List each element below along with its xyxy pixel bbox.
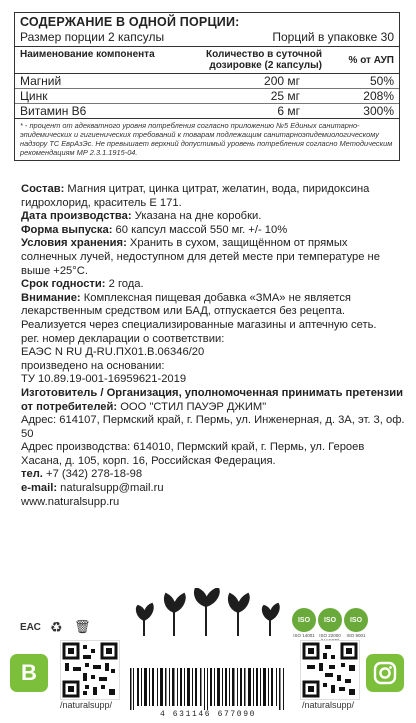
reg-line-3: произведено на основании: xyxy=(21,359,165,372)
row-percent: 50% xyxy=(369,74,394,88)
facts-footnote: * - процент от адекватного уровня потребления согласно приложению №5 Единых санитарно-эпидемических и гигиенических требований к товарам подлежащим санитарноэпидемиологическому надзору ТС ЕврАзЭс. Не превышает верхний допустимый уровень потребления согласно Методическим рекомендациям МР 2.3.1.1915-04. xyxy=(15,118,399,160)
facts-row xyxy=(15,104,399,118)
header-component: Наименование компонента xyxy=(20,49,155,60)
header-amount: Количество в суточной дозировке (2 капсулы) xyxy=(206,49,322,71)
iso-14001-badge: ISO xyxy=(292,608,316,632)
email-address: naturalsupp@mail.ru xyxy=(60,482,164,495)
sprouts-graphic xyxy=(134,588,284,638)
form-paragraph xyxy=(21,224,406,238)
nutrition-facts-box xyxy=(14,12,400,161)
servings-per-pack: Порций в упаковке 30 xyxy=(272,30,394,44)
row-percent: 300% xyxy=(363,104,394,118)
eac-mark: ЕАС xyxy=(20,622,41,633)
serving-info-row xyxy=(15,30,399,47)
storage-text: Хранить в сухом, защищённом от прямых солнечных лучей, недоступном для детей месте при температуре не выше +25°С. xyxy=(21,237,380,277)
recycle-icon: ♻ xyxy=(50,619,63,635)
vk-letter: В xyxy=(21,660,37,685)
warning-paragraph xyxy=(21,292,406,333)
shelf-life-label: Срок годности: xyxy=(21,278,106,291)
phone-label: тел. xyxy=(21,468,43,481)
label-text-body xyxy=(21,183,406,509)
email-label: e-mail: xyxy=(21,482,58,495)
reg-line-1: рег. номер декларации о соответствии: xyxy=(21,332,225,345)
form-text: 60 капсул массой 550 мг. +/- 10% xyxy=(115,223,288,236)
row-name: Витамин В6 xyxy=(20,104,87,118)
manufacturer-label: Изготовитель / Организация, уполномоченная принимать претензии от потребителей: xyxy=(21,386,404,413)
vk-icon[interactable] xyxy=(10,654,48,692)
facts-title: СОДЕРЖАНИЕ В ОДНОЙ ПОРЦИИ: xyxy=(20,15,240,29)
facts-row xyxy=(15,89,399,104)
production-address-paragraph: Адрес производства: 614010, Пермский край, г. Пермь, ул. Героев Хасана, д. 105, корп. 16, Российская Федерация. xyxy=(21,441,365,467)
row-percent: 208% xyxy=(363,89,394,103)
shelf-life-text: 2 года. xyxy=(108,278,144,291)
qr-code-left xyxy=(60,640,120,700)
manufacturer-name: ООО "СТИЛ ПАУЭР ДЖИМ" xyxy=(120,400,267,413)
barcode xyxy=(128,668,288,710)
phone-number: +7 (342) 278-18-98 xyxy=(46,468,143,481)
iso-22000-label: ISO 22000 xyxy=(319,633,341,638)
qr-right-graphic xyxy=(301,641,359,699)
row-name: Цинк xyxy=(20,89,48,103)
facts-row xyxy=(15,74,399,89)
trash-bin-icon: 🗑 xyxy=(74,619,91,634)
qr-left-label: /naturalsupp/ xyxy=(60,700,113,710)
warning-label: Внимание: xyxy=(21,291,81,304)
row-name: Магний xyxy=(20,74,62,88)
composition-label: Состав: xyxy=(21,183,65,195)
address-paragraph: Адрес: 614107, Пермский край, г. Пермь, ул. Инженерная, д. 3А, эт. 3, оф. 50 xyxy=(21,414,405,440)
iso-14001-label: ISO 14001 xyxy=(293,633,315,638)
manufacturer-paragraph xyxy=(21,387,406,414)
qr-right-label: /naturalsupp/ xyxy=(302,700,355,710)
warning-text: Комплексная пищевая добавка «ЗМА» не является лекарственным средством или БАД, отпускается без рецепта. Реализуется через специализированные магазины и аптечную сеть. xyxy=(21,291,377,331)
composition-paragraph xyxy=(21,183,406,210)
facts-rows xyxy=(15,74,399,118)
row-amount: 200 мг xyxy=(264,74,300,88)
instagram-icon[interactable] xyxy=(366,654,404,692)
serving-size: Размер порции 2 капсулы xyxy=(20,30,165,44)
header-percent: % от АУП xyxy=(348,54,394,66)
website-paragraph: www.naturalsupp.ru xyxy=(21,495,120,508)
reg-line-4: ТУ 10.89.19-001-16959621-2019 xyxy=(21,373,187,386)
row-amount: 25 мг xyxy=(270,89,300,103)
storage-paragraph xyxy=(21,237,406,278)
iso-9001-badge: ISO xyxy=(344,608,368,632)
qr-code-right xyxy=(300,640,360,700)
production-date-label: Дата производства: xyxy=(21,210,132,223)
row-amount: 6 мг xyxy=(277,104,300,118)
storage-label: Условия хранения: xyxy=(21,237,127,250)
composition-text: Магния цитрат, цинка цитрат, желатин, вода, пиридоксина гидрохлорид, краситель Е 171. xyxy=(21,183,370,209)
iso-9001-label: ISO 9001 xyxy=(346,633,366,638)
iso-22000-badge: ISO xyxy=(318,608,342,632)
production-date-text: Указана на дне коробки. xyxy=(134,210,262,223)
barcode-digits: 4 631146 677090 xyxy=(159,710,256,719)
reg-line-2: ЕАЭС N RU Д-RU.ПХ01.В.06346/20 xyxy=(21,346,205,359)
qr-left-graphic xyxy=(61,641,119,699)
form-label: Форма выпуска: xyxy=(21,223,113,236)
instagram-glyph xyxy=(373,661,397,685)
email-paragraph xyxy=(21,482,406,496)
facts-header-row xyxy=(15,47,399,74)
phone-paragraph xyxy=(21,468,406,482)
shelf-life-paragraph xyxy=(21,278,406,292)
production-date-paragraph xyxy=(21,210,406,224)
